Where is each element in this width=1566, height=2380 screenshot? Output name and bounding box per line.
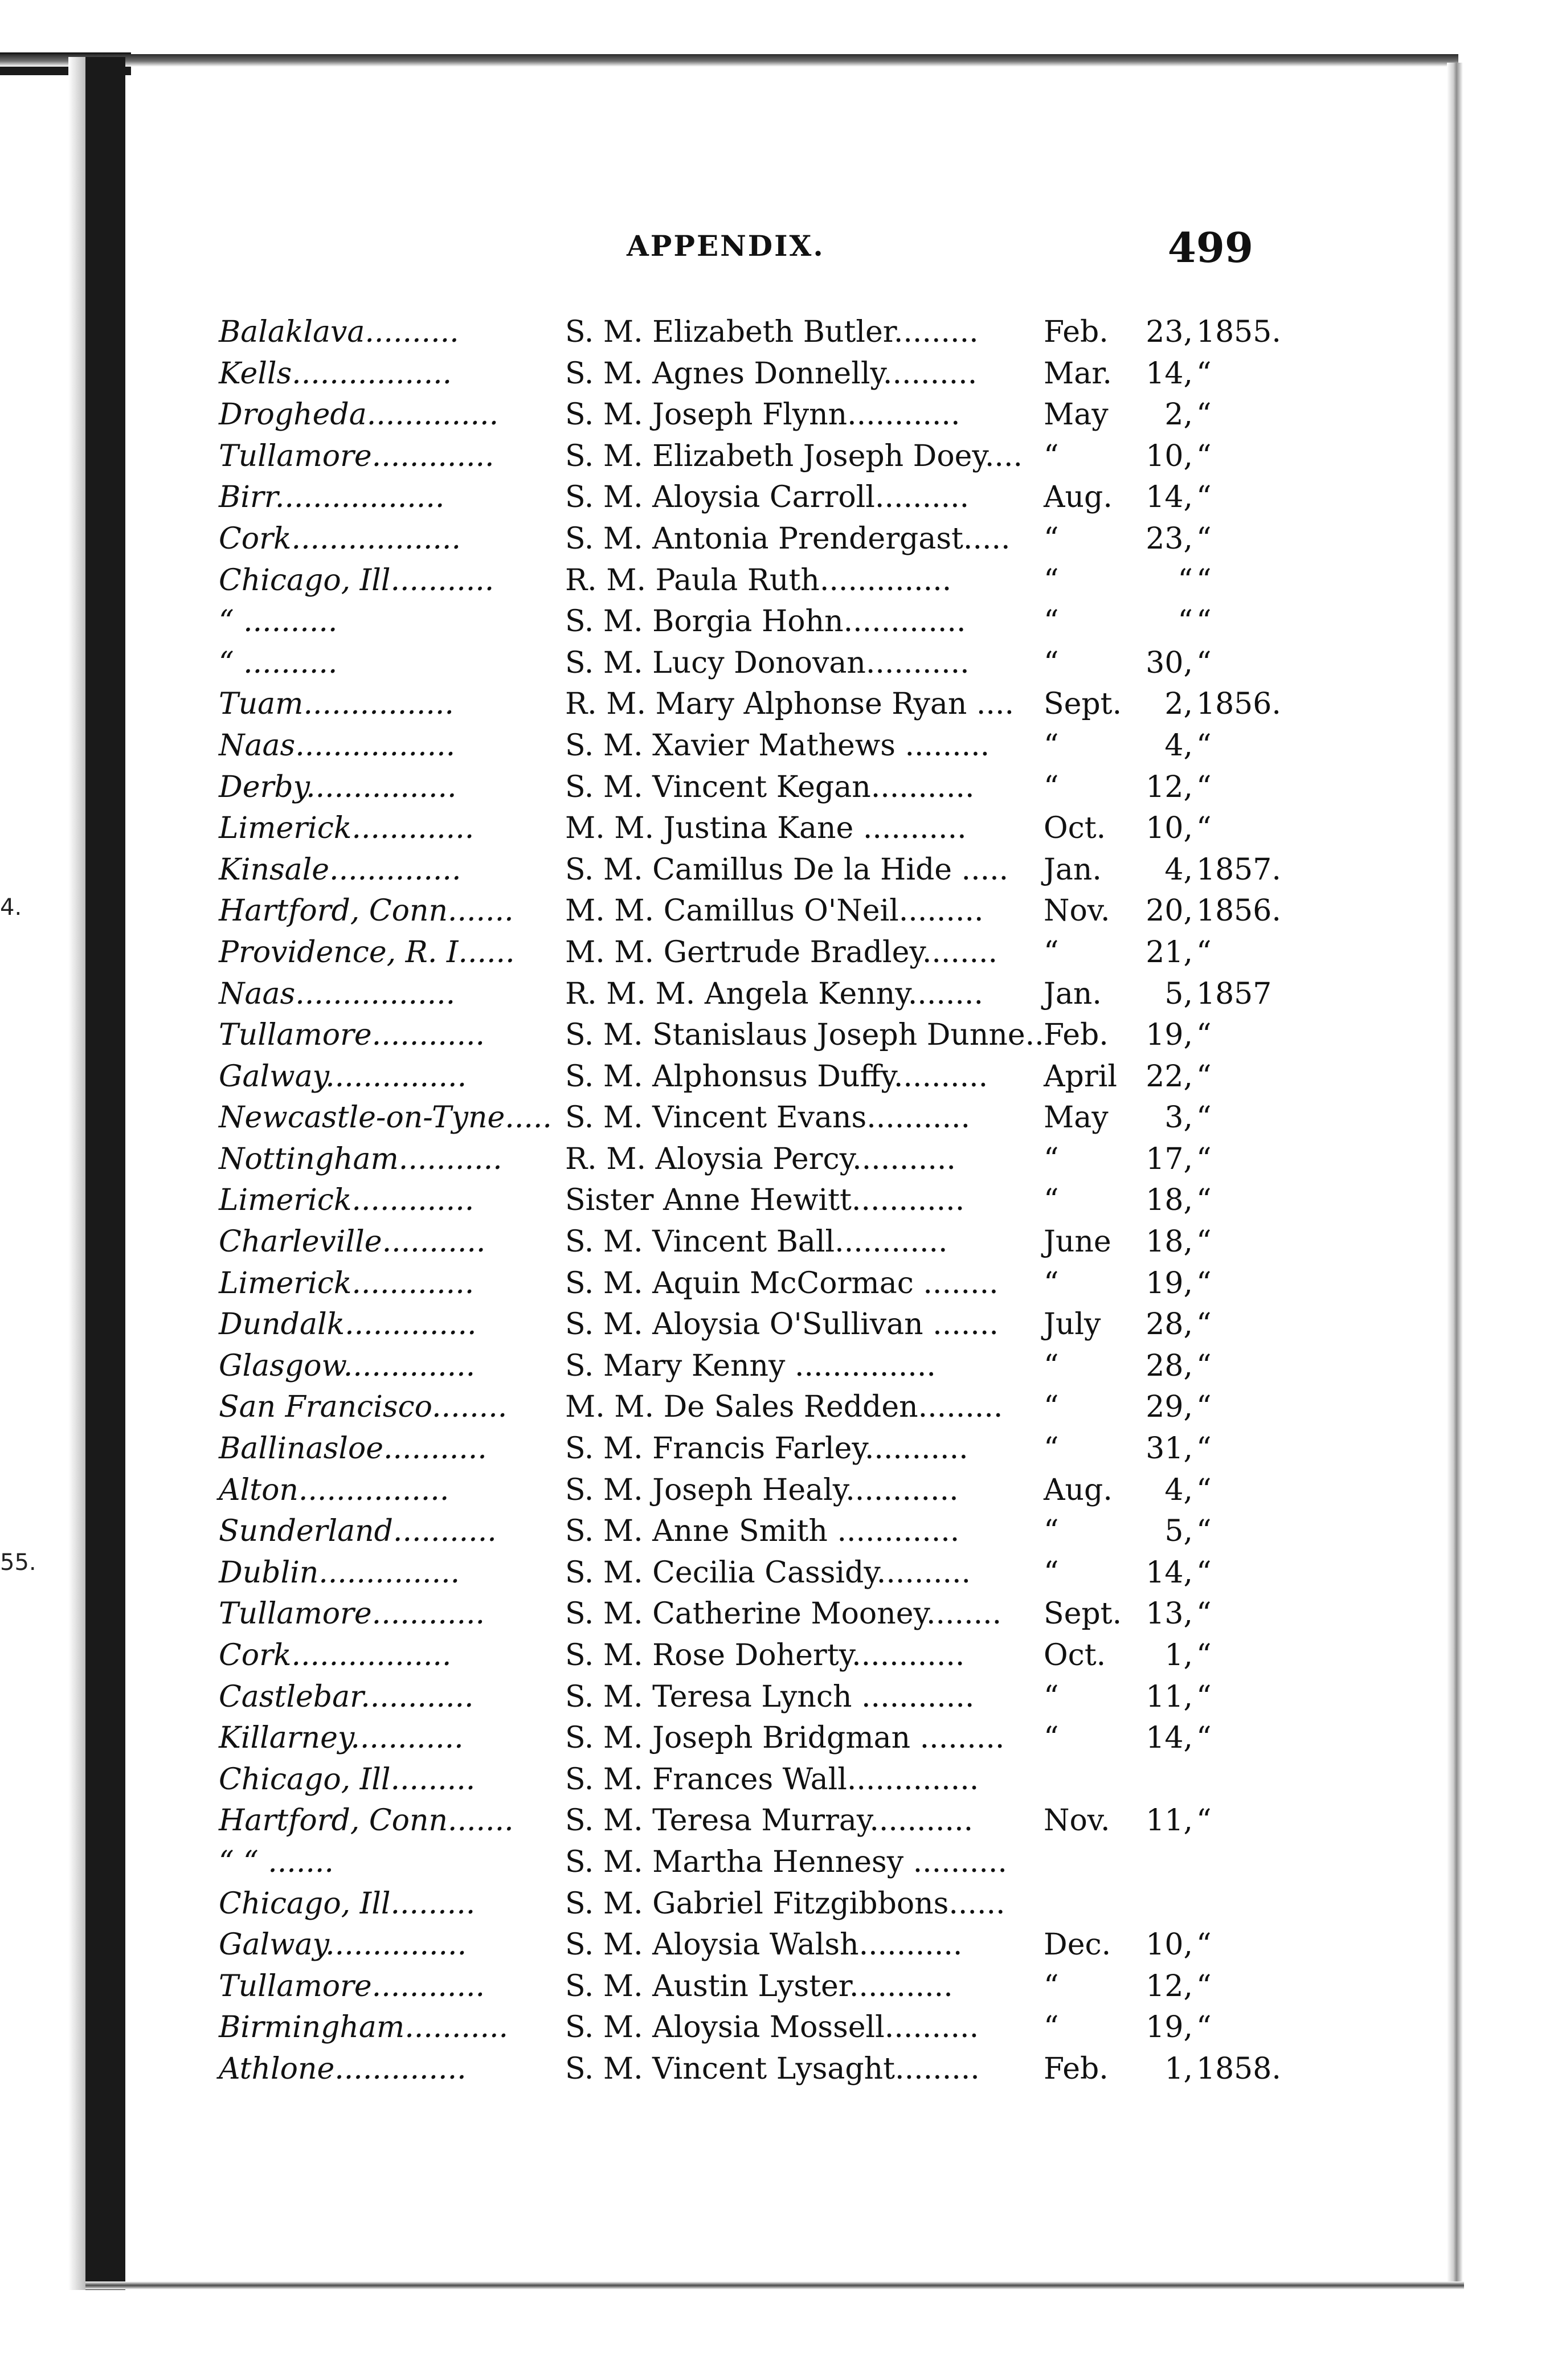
sister-name: S. M. Austin Lyster........... <box>565 1969 953 2003</box>
page-number: 499 <box>1167 223 1253 272</box>
sister-name: S. M. Vincent Kegan........... <box>565 770 975 804</box>
sister-name: S. M. Teresa Murray........... <box>565 1804 974 1838</box>
sister-name: M. M. De Sales Redden......... <box>565 1390 1003 1425</box>
date-month: “ <box>1044 1266 1059 1301</box>
sister-name: R. M. Paula Ruth.............. <box>565 563 952 598</box>
place-name: San Francisco........ <box>219 1390 508 1425</box>
list-item <box>219 1924 1264 1966</box>
date-day: 30, <box>1146 645 1193 680</box>
list-item <box>219 2048 1281 2090</box>
list-item <box>219 601 1264 643</box>
place-name: Castlebar............ <box>219 1679 474 1714</box>
list-item <box>219 767 1264 808</box>
date-month: Nov. <box>1044 894 1110 929</box>
sister-name: S. M. Vincent Ball............ <box>565 1225 948 1259</box>
sister-name: M. M. Justina Kane ........... <box>565 811 967 846</box>
date-day: 31, <box>1146 1432 1193 1466</box>
date-year: “ <box>1196 1555 1212 1590</box>
place-name: Chicago, Ill......... <box>219 1762 476 1797</box>
date-day: 19, <box>1146 1018 1193 1053</box>
date-year: 1855. <box>1196 315 1281 349</box>
list-item <box>219 849 1281 891</box>
date-year: “ <box>1196 1721 1212 1756</box>
date-month: June <box>1044 1225 1111 1259</box>
date-day: 18, <box>1146 1225 1193 1259</box>
list-item <box>219 1304 1264 1346</box>
date-month: “ <box>1044 563 1059 598</box>
date-year: “ <box>1196 563 1212 598</box>
date-month: Mar. <box>1044 356 1112 391</box>
sister-name: S. Mary Kenny ............... <box>565 1348 936 1383</box>
place-name: Chicago, Ill......... <box>219 1886 476 1921</box>
sister-name: S. M. Anne Smith ............. <box>565 1514 960 1549</box>
place-name: Tuam................ <box>219 687 454 722</box>
place-name: Kells................. <box>219 356 452 391</box>
list-item <box>219 1346 1264 1387</box>
date-month: “ <box>1044 521 1059 556</box>
date-day: 14, <box>1146 1555 1193 1590</box>
sister-name: S. M. Elizabeth Joseph Doey.... <box>565 439 1023 473</box>
date-day: 1, <box>1164 2051 1193 2086</box>
date-month: Aug. <box>1044 480 1113 515</box>
list-item <box>219 1387 1264 1428</box>
list-item <box>219 1635 1264 1676</box>
list-item <box>219 2007 1264 2048</box>
place-name: Alton................ <box>219 1473 449 1507</box>
date-year: “ <box>1196 1348 1212 1383</box>
date-year: “ <box>1196 645 1212 680</box>
date-day: 4, <box>1164 852 1193 887</box>
sister-name: S. M. Cecilia Cassidy.......... <box>565 1555 971 1590</box>
place-name: Dublin............... <box>219 1555 460 1590</box>
list-item <box>219 1221 1264 1263</box>
date-year: “ <box>1196 1679 1212 1714</box>
date-year: “ <box>1196 728 1212 763</box>
list-item <box>219 808 1264 849</box>
sister-name: S. M. Frances Wall.............. <box>565 1762 979 1797</box>
place-name: Cork................. <box>219 1638 452 1672</box>
list-item <box>219 1593 1264 1635</box>
list-item <box>219 353 1264 395</box>
list-item <box>219 1097 1264 1139</box>
sister-name: M. M. Gertrude Bradley........ <box>565 935 998 970</box>
scan-edge-top <box>0 54 1458 67</box>
date-year: “ <box>1196 1101 1212 1135</box>
sister-name: S. M. Elizabeth Butler......... <box>565 315 979 349</box>
sister-name: S. M. Vincent Evans........... <box>565 1101 971 1135</box>
binding-shadow <box>68 57 85 2290</box>
date-month: May <box>1044 1101 1109 1135</box>
place-name: Hartford, Conn....... <box>219 894 514 929</box>
place-name: Naas................. <box>219 728 456 763</box>
date-month: Jan. <box>1044 976 1102 1011</box>
date-year: “ <box>1196 480 1212 515</box>
place-name: Athlone.............. <box>219 2051 467 2086</box>
date-month: Feb. <box>1044 315 1109 349</box>
list-item <box>219 1966 1264 2007</box>
date-year: “ <box>1196 1804 1212 1838</box>
date-year: 1858. <box>1196 2051 1281 2086</box>
date-day: 22, <box>1146 1059 1193 1094</box>
date-month: “ <box>1044 935 1059 970</box>
date-year: “ <box>1196 1597 1212 1631</box>
date-year: “ <box>1196 770 1212 804</box>
date-day: 12, <box>1146 770 1193 804</box>
date-year: “ <box>1196 439 1212 473</box>
place-name: Balaklava.......... <box>219 315 459 349</box>
date-month: May <box>1044 398 1109 432</box>
place-name: Newcastle-on-Tyne..... <box>219 1101 552 1135</box>
sister-name: R. M. Aloysia Percy........... <box>565 1142 956 1176</box>
date-month: Dec. <box>1044 1928 1111 1962</box>
date-month: “ <box>1044 1390 1059 1425</box>
date-year: “ <box>1196 1307 1212 1342</box>
list-item <box>219 1263 1264 1304</box>
page-header <box>627 223 1253 275</box>
sister-name: S. M. Aquin McCormac ........ <box>565 1266 999 1301</box>
date-day: 3, <box>1164 1101 1193 1135</box>
appendix-list <box>219 312 1281 2090</box>
date-month: Oct. <box>1044 1638 1106 1672</box>
list-item <box>219 1676 1264 1718</box>
list-item <box>219 1180 1264 1221</box>
date-day: 18, <box>1146 1183 1193 1218</box>
date-day: 2, <box>1164 398 1193 432</box>
place-name: Hartford, Conn....... <box>219 1804 514 1838</box>
date-year: “ <box>1196 1059 1212 1094</box>
list-item <box>219 1056 1264 1098</box>
place-name: “ “ ....... <box>219 1845 334 1879</box>
place-name: Providence, R. I...... <box>219 935 515 970</box>
date-year: “ <box>1196 604 1212 639</box>
margin-fragment: 55. <box>0 1549 36 1576</box>
list-item <box>219 1717 1264 1759</box>
list-item <box>219 725 1264 767</box>
scan-edge-bottom <box>85 2281 1464 2289</box>
date-year: “ <box>1196 1225 1212 1259</box>
date-day: 5, <box>1164 1514 1193 1549</box>
list-item <box>219 518 1264 560</box>
date-month: “ <box>1044 2010 1059 2045</box>
date-day: 13, <box>1146 1597 1193 1631</box>
sister-name: S. M. Stanislaus Joseph Dunne.. <box>565 1018 1044 1053</box>
list-item <box>219 436 1264 477</box>
place-name: Killarney............ <box>219 1721 464 1756</box>
place-name: Kinsale.............. <box>219 852 461 887</box>
date-day: 11, <box>1146 1804 1193 1838</box>
list-item <box>219 1759 1264 1801</box>
sister-name: S. M. Agnes Donnelly.......... <box>565 356 978 391</box>
list-item <box>219 1511 1264 1552</box>
date-year: “ <box>1196 356 1212 391</box>
date-month: Sept. <box>1044 1597 1122 1631</box>
date-month: “ <box>1044 1432 1059 1466</box>
list-item <box>219 1883 1264 1925</box>
place-name: Naas................. <box>219 976 456 1011</box>
date-month: “ <box>1044 770 1059 804</box>
list-item <box>219 312 1281 353</box>
sister-name: S. M. Aloysia Walsh........... <box>565 1928 963 1962</box>
date-month: Nov. <box>1044 1804 1110 1838</box>
list-item <box>219 1552 1264 1594</box>
list-item <box>219 394 1264 436</box>
date-month: “ <box>1044 1679 1059 1714</box>
date-year: “ <box>1196 1473 1212 1507</box>
sister-name: Sister Anne Hewitt............ <box>565 1183 965 1218</box>
date-year: 1857 <box>1196 976 1272 1011</box>
sister-name: S. M. Alphonsus Duffy.......... <box>565 1059 988 1094</box>
date-month: Feb. <box>1044 1018 1109 1053</box>
place-name: Dundalk.............. <box>219 1307 477 1342</box>
date-year: “ <box>1196 935 1212 970</box>
date-day: 10, <box>1146 1928 1193 1962</box>
date-day: 23, <box>1146 521 1193 556</box>
running-head: APPENDIX. <box>627 229 825 263</box>
list-item <box>219 643 1264 684</box>
list-item <box>219 1139 1264 1180</box>
place-name: Cork.................. <box>219 521 461 556</box>
date-month: “ <box>1044 1348 1059 1383</box>
date-day: 20, <box>1146 894 1193 929</box>
sister-name: S. M. Aloysia Mossell.......... <box>565 2010 979 2045</box>
date-day: 4, <box>1164 728 1193 763</box>
date-year: “ <box>1196 1514 1212 1549</box>
sister-name: S. M. Martha Hennesy .......... <box>565 1845 1007 1879</box>
date-day: 19, <box>1146 1266 1193 1301</box>
place-name: Limerick............. <box>219 811 475 846</box>
place-name: Drogheda.............. <box>219 398 499 432</box>
date-day: 4, <box>1164 1473 1193 1507</box>
date-year: “ <box>1196 1142 1212 1176</box>
date-month: “ <box>1044 645 1059 680</box>
date-year: “ <box>1196 1266 1212 1301</box>
date-year: “ <box>1196 521 1212 556</box>
place-name: Limerick............. <box>219 1266 475 1301</box>
date-year: “ <box>1196 811 1212 846</box>
place-name: Charleville........... <box>219 1225 486 1259</box>
list-item <box>219 1800 1264 1842</box>
sister-name: S. M. Teresa Lynch ............ <box>565 1679 975 1714</box>
date-year: “ <box>1196 1928 1212 1962</box>
place-name: “ .......... <box>219 604 338 639</box>
date-day: 10, <box>1146 811 1193 846</box>
date-year: “ <box>1196 1638 1212 1672</box>
date-day: 29, <box>1146 1390 1193 1425</box>
date-day: “ <box>1177 563 1193 598</box>
date-month: “ <box>1044 439 1059 473</box>
date-year: “ <box>1196 1969 1212 2003</box>
sister-name: S. M. Camillus De la Hide ..... <box>565 852 1009 887</box>
date-day: 19, <box>1146 2010 1193 2045</box>
place-name: Chicago, Ill........... <box>219 563 494 598</box>
margin-fragment: 4. <box>0 894 22 921</box>
sister-name: S. M. Lucy Donovan........... <box>565 645 970 680</box>
date-day: 21, <box>1146 935 1193 970</box>
date-year: 1857. <box>1196 852 1281 887</box>
sister-name: S. M. Vincent Lysaght......... <box>565 2051 980 2086</box>
list-item <box>219 932 1264 974</box>
date-day: 28, <box>1146 1348 1193 1383</box>
date-month: “ <box>1044 1183 1059 1218</box>
place-name: “ .......... <box>219 645 338 680</box>
list-item <box>219 890 1281 932</box>
place-name: Derby................ <box>219 770 457 804</box>
date-day: 14, <box>1146 1721 1193 1756</box>
date-month: Feb. <box>1044 2051 1109 2086</box>
list-item <box>219 974 1272 1015</box>
sister-name: S. M. Gabriel Fitzgibbons...... <box>565 1886 1005 1921</box>
date-month: Aug. <box>1044 1473 1113 1507</box>
sister-name: S. M. Borgia Hohn............. <box>565 604 966 639</box>
date-day: 28, <box>1146 1307 1193 1342</box>
date-year: “ <box>1196 1390 1212 1425</box>
date-month: Sept. <box>1044 687 1122 722</box>
date-month: “ <box>1044 1969 1059 2003</box>
sister-name: S. M. Joseph Flynn............ <box>565 398 960 432</box>
date-year: “ <box>1196 1183 1212 1218</box>
list-item <box>219 477 1264 518</box>
list-item <box>219 1842 1264 1883</box>
date-year: “ <box>1196 1018 1212 1053</box>
sister-name: M. M. Camillus O'Neil......... <box>565 894 984 929</box>
sister-name: S. M. Xavier Mathews ......... <box>565 728 990 763</box>
sister-name: S. M. Aloysia O'Sullivan ....... <box>565 1307 999 1342</box>
sister-name: R. M. Mary Alphonse Ryan .... <box>565 687 1015 722</box>
date-month: “ <box>1044 728 1059 763</box>
date-year: 1856. <box>1196 687 1281 722</box>
place-name: Nottingham........... <box>219 1142 502 1176</box>
place-name: Tullamore............. <box>219 439 494 473</box>
sister-name: S. M. Joseph Bridgman ......... <box>565 1721 1005 1756</box>
list-item <box>219 1015 1264 1056</box>
date-day: 14, <box>1146 356 1193 391</box>
place-name: Ballinasloe........... <box>219 1432 487 1466</box>
place-name: Birr.................. <box>219 480 445 515</box>
date-day: 17, <box>1146 1142 1193 1176</box>
list-item <box>219 1428 1264 1470</box>
date-month: “ <box>1044 1514 1059 1549</box>
date-day: 11, <box>1146 1679 1193 1714</box>
date-day: 12, <box>1146 1969 1193 2003</box>
date-month: April <box>1044 1059 1117 1094</box>
date-month: July <box>1044 1307 1101 1342</box>
binding-edge <box>85 57 125 2290</box>
date-month: “ <box>1044 604 1059 639</box>
place-name: Limerick............. <box>219 1183 475 1218</box>
date-day: “ <box>1177 604 1193 639</box>
date-day: 1, <box>1164 1638 1193 1672</box>
date-year: “ <box>1196 2010 1212 2045</box>
sister-name: S. M. Antonia Prendergast..... <box>565 521 1011 556</box>
sister-name: S. M. Francis Farley........... <box>565 1432 968 1466</box>
place-name: Tullamore............ <box>219 1018 485 1053</box>
list-item <box>219 1470 1264 1511</box>
place-name: Tullamore............ <box>219 1969 485 2003</box>
place-name: Birmingham........... <box>219 2010 509 2045</box>
date-month: Oct. <box>1044 811 1106 846</box>
sister-name: S. M. Aloysia Carroll.......... <box>565 480 970 515</box>
date-day: 23, <box>1146 315 1193 349</box>
date-day: 5, <box>1164 976 1193 1011</box>
date-month: “ <box>1044 1142 1059 1176</box>
list-item <box>219 560 1264 602</box>
list-item <box>219 684 1281 725</box>
date-month: “ <box>1044 1721 1059 1756</box>
place-name: Glasgow.............. <box>219 1348 476 1383</box>
sister-name: S. M. Catherine Mooney........ <box>565 1597 1002 1631</box>
place-name: Sunderland........... <box>219 1514 497 1549</box>
date-year: “ <box>1196 1432 1212 1466</box>
date-year: “ <box>1196 398 1212 432</box>
place-name: Galway............... <box>219 1928 467 1962</box>
sister-name: R. M. M. Angela Kenny........ <box>565 976 983 1011</box>
sister-name: S. M. Rose Doherty............ <box>565 1638 965 1672</box>
date-day: 10, <box>1146 439 1193 473</box>
date-year: 1856. <box>1196 894 1281 929</box>
date-day: 14, <box>1146 480 1193 515</box>
scan-edge-right <box>1447 63 1463 2284</box>
place-name: Tullamore............ <box>219 1597 485 1631</box>
date-month: Jan. <box>1044 852 1102 887</box>
date-day: 2, <box>1164 687 1193 722</box>
date-month: “ <box>1044 1555 1059 1590</box>
sister-name: S. M. Joseph Healy............ <box>565 1473 959 1507</box>
place-name: Galway............... <box>219 1059 467 1094</box>
